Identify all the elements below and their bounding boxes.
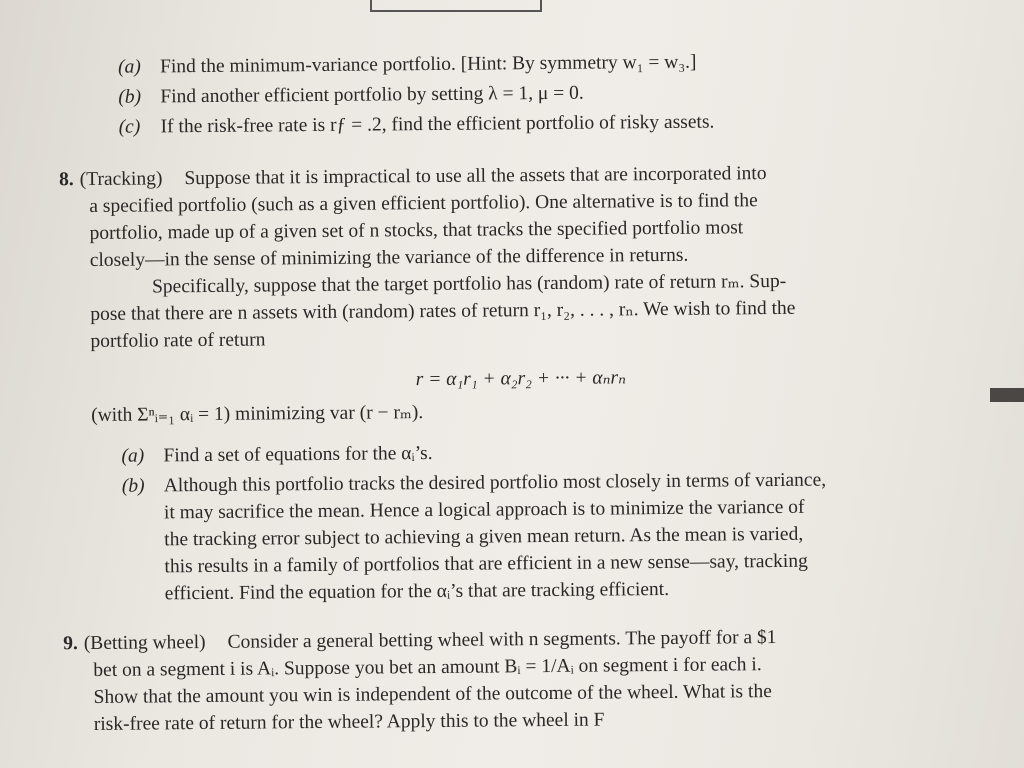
problem-8 <box>59 158 953 607</box>
part-b-line: it may sacrifice the mean. Hence a logical approach is to minimize the variance of <box>163 496 805 524</box>
problem-heading: (Betting wheel) <box>83 631 206 655</box>
constraint-line: (with Σⁿᵢ₌₁ αᵢ = 1) minimizing var (r − rₘ). <box>91 402 424 426</box>
top-edge-marks <box>370 0 542 12</box>
item-label: (b) <box>121 475 145 497</box>
prev-item-b <box>88 76 948 111</box>
binding-edge-mark <box>990 388 1024 402</box>
part-b-line: Although this portfolio tracks the desired portfolio most closely in terms of variance, <box>163 469 827 497</box>
item-text: Find the minimum-variance portfolio. [Hint: By symmetry w₁ = w₃.] <box>160 51 697 78</box>
problem-text-line: Consider a general betting wheel with n segments. The payoff for a $1 <box>227 627 777 653</box>
item-label: (c) <box>118 116 141 138</box>
problem-text-line: Show that the amount you win is independent of the outcome of the wheel. What is the <box>93 681 772 708</box>
item-text: If the risk-free rate is rƒ = .2, find the efficient portfolio of risky assets. <box>160 111 715 138</box>
problem-text-line: pose that there are n assets with (random) rates of return r₁, r₂, . . . , rₙ. We wish to find the <box>90 297 796 325</box>
problem-text-line: bet on a segment i is Aᵢ. Suppose you bet an amount Bᵢ = 1/Aᵢ on segment i for each i. <box>93 654 762 681</box>
page-text <box>59 46 954 737</box>
part-b-line: efficient. Find the equation for the αᵢ’s that are tracking efficient. <box>164 578 670 605</box>
item-label: (a) <box>118 56 141 78</box>
problem-text-line: risk-free rate of return for the wheel? Apply this to the wheel in F <box>93 709 605 735</box>
problem-8-part-a <box>91 435 951 470</box>
problem-text-line: Specifically, suppose that the target portfolio has (random) rate of return rₘ. Sup- <box>151 270 787 298</box>
problem-text-line: portfolio rate of return <box>90 329 266 352</box>
problem-9 <box>63 622 954 738</box>
item-label: (b) <box>118 86 142 108</box>
item-text: Find a set of equations for the αᵢ’s. <box>163 443 433 467</box>
part-b-line: this results in a family of portfolios that are efficient in a new sense—say, tracking <box>164 550 808 578</box>
problem-text-line: closely—in the sense of minimizing the variance of the difference in returns. <box>89 244 689 271</box>
problem-number: 8. <box>59 169 74 191</box>
item-label: (a) <box>121 445 145 467</box>
item-text: Find another efficient portfolio by setting λ = 1, μ = 0. <box>160 82 584 108</box>
problem-text-line: portfolio, made up of a given set of n stocks, that tracks the specified portfolio most <box>89 217 744 244</box>
equation: r = α₁r₁ + α₂r₂ + ··· + αₙrₙ <box>415 367 627 391</box>
part-b-line: the tracking error subject to achieving a given mean return. As the mean is varied, <box>164 523 804 551</box>
problem-heading: (Tracking) <box>79 168 163 191</box>
problem-text-line: Suppose that it is impractical to use all the assets that are incorporated into <box>184 163 767 190</box>
prev-item-c <box>89 106 949 141</box>
problem-number: 9. <box>63 633 78 655</box>
problem-8-part-b <box>92 465 953 607</box>
prev-item-a <box>88 46 948 81</box>
problem-text-line: a specified portfolio (such as a given efficient portfolio). One alternative is to find the <box>89 190 758 217</box>
